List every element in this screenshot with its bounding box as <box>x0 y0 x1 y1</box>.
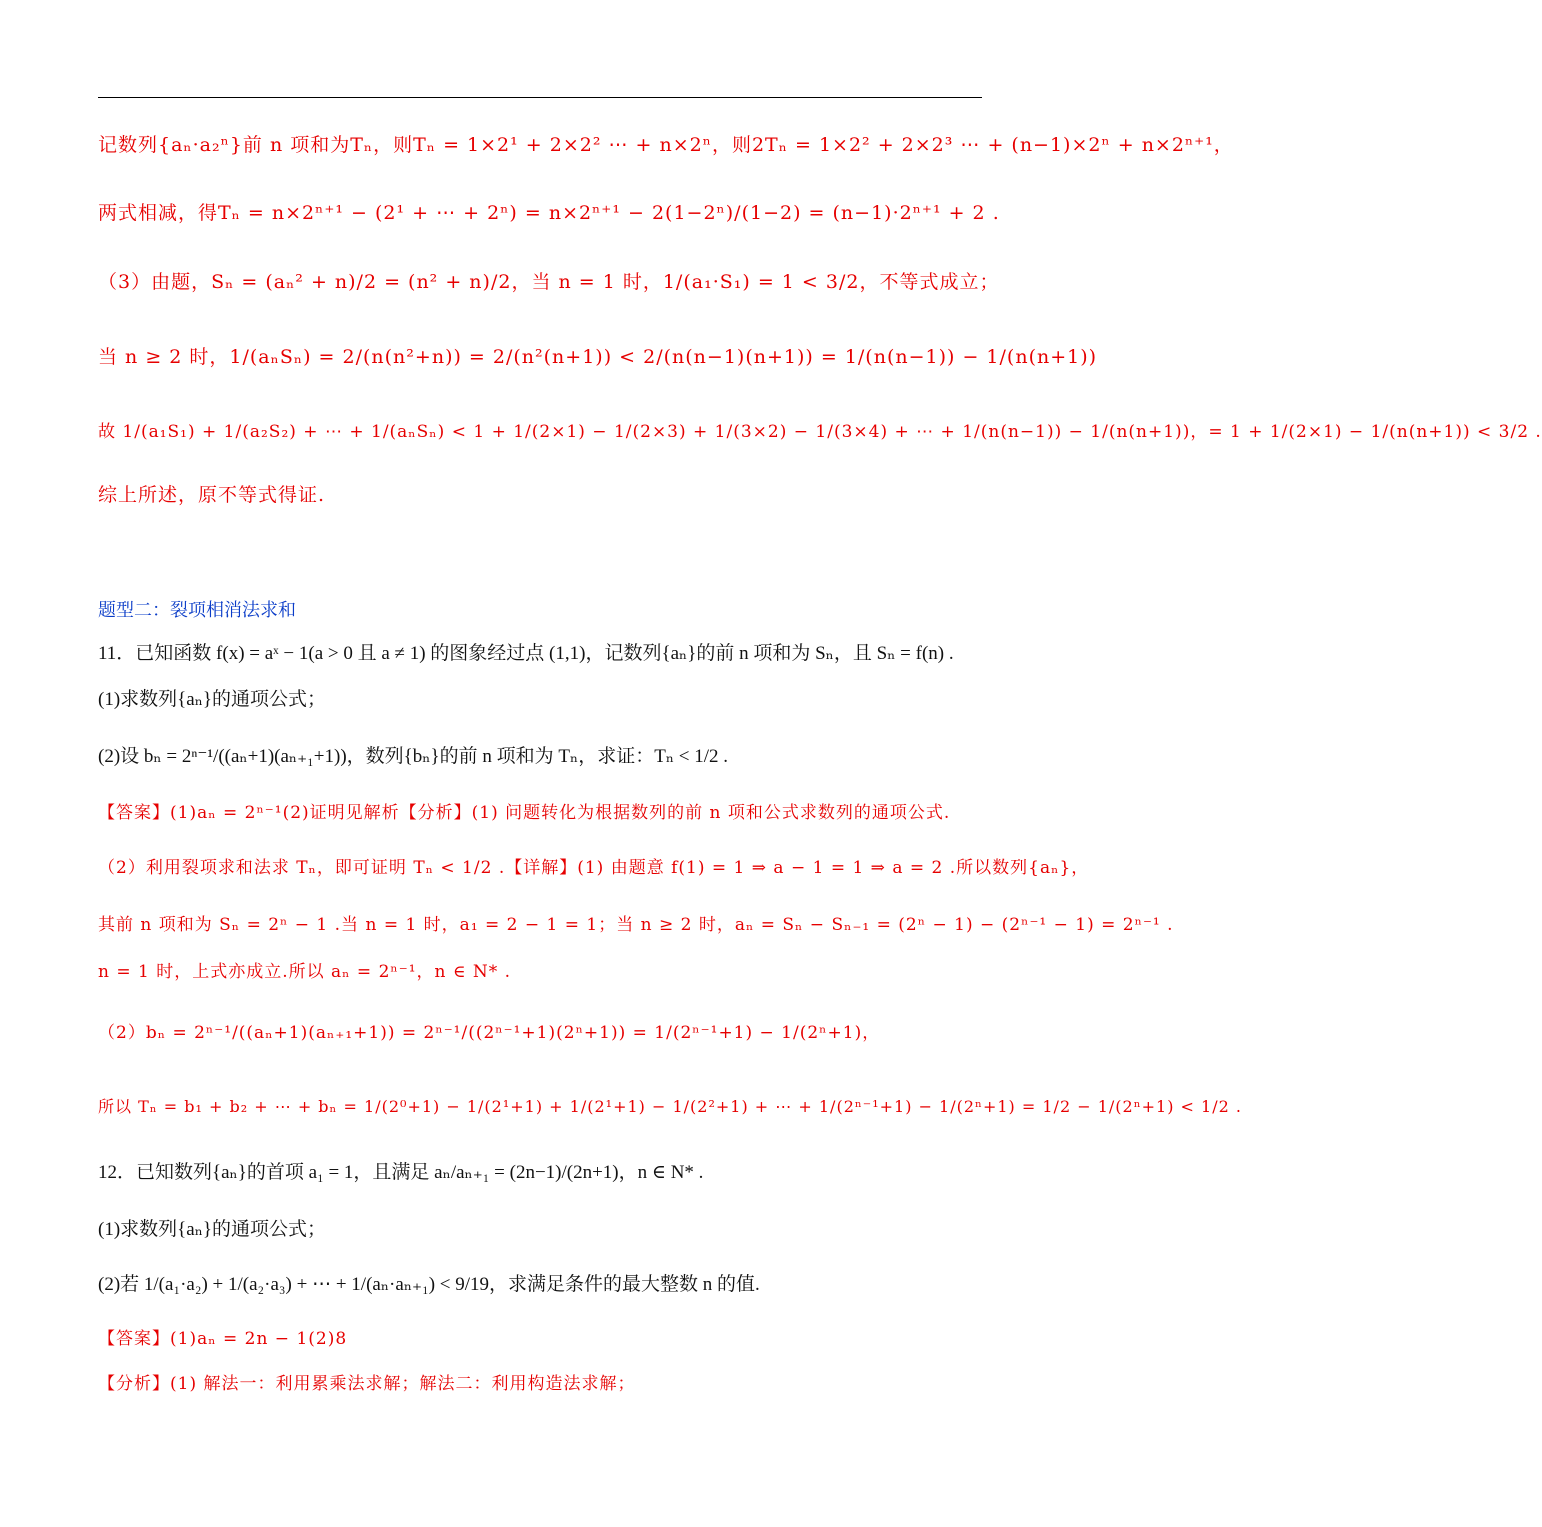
problem-11-detail-4: 所以 Tₙ = b₁ + b₂ + ⋯ + bₙ = 1/(2⁰+1) − 1/(2¹+1) + 1/(2¹+1) − 1/(2²+1) + ⋯ + 1/(2ⁿ⁻¹+1) − 1/(2ⁿ+1) = 1/2 − 1/(2ⁿ+1) < 1/2 . <box>98 1097 1242 1116</box>
problem-11-part-1: (1)求数列{aₙ}的通项公式； <box>98 689 327 710</box>
problem-12-answer: 【答案】(1)aₙ = 2n − 1(2)8 <box>98 1329 348 1349</box>
problem-11-part-2: (2)设 bₙ = 2ⁿ⁻¹/((aₙ+1)(aₙ₊₁+1))，数列{bₙ}的前 n 项和为 Tₙ，求证：Tₙ < 1/2 . <box>98 746 729 767</box>
conclusion-line: 综上所述，原不等式得证. <box>98 484 326 506</box>
section-heading: 题型二：裂项相消法求和 <box>98 600 296 621</box>
solution-line-2: 两式相减，得Tₙ = n×2ⁿ⁺¹ − (2¹ + ⋯ + 2ⁿ) = n×2ⁿ⁺¹ − 2(1−2ⁿ)/(1−2) = (n−1)·2ⁿ⁺¹ + 2 . <box>98 202 1000 224</box>
solution-line-5: 故 1/(a₁S₁) + 1/(a₂S₂) + ⋯ + 1/(aₙSₙ) < 1 + 1/(2×1) − 1/(2×3) + 1/(3×2) − 1/(3×4) + ⋯ + 1/(n(n−1)) − 1/(n(n+1))，= 1 + 1/(2×1) − 1/(n(n+1)) < 3/2 . <box>98 422 1542 442</box>
problem-11-analysis: （2）利用裂项求和法求 Tₙ，即可证明 Tₙ < 1/2 .【详解】(1) 由题意 f(1) = 1 ⇒ a − 1 = 1 ⇒ a = 2 .所以数列{aₙ}， <box>98 858 1090 878</box>
problem-11-statement: 11．已知函数 f(x) = aˣ − 1(a > 0 且 a ≠ 1) 的图象经过点 (1,1)，记数列{aₙ}的前 n 项和为 Sₙ，且 Sₙ = f(n) . <box>98 643 954 664</box>
problem-12-part-2: (2)若 1/(a₁·a₂) + 1/(a₂·a₃) + ⋯ + 1/(aₙ·aₙ₊₁) < 9/19，求满足条件的最大整数 n 的值. <box>98 1274 760 1295</box>
problem-12-part-1: (1)求数列{aₙ}的通项公式； <box>98 1219 327 1240</box>
problem-11-detail-2: n = 1 时，上式亦成立.所以 aₙ = 2ⁿ⁻¹，n ∈ N* . <box>98 962 512 982</box>
solution-line-1: 记数列{aₙ·a₂ⁿ}前 n 项和为Tₙ，则Tₙ = 1×2¹ + 2×2² ⋯ + n×2ⁿ，则2Tₙ = 1×2² + 2×2³ ⋯ + (n−1)×2ⁿ + n×2ⁿ⁺¹， <box>98 134 1234 156</box>
solution-line-4: 当 n ≥ 2 时，1/(aₙSₙ) = 2/(n(n²+n)) = 2/(n²(n+1)) < 2/(n(n−1)(n+1)) = 1/(n(n−1)) − 1/(n(n+1)) <box>98 346 1098 368</box>
problem-11-detail-1: 其前 n 项和为 Sₙ = 2ⁿ − 1 .当 n = 1 时，a₁ = 2 − 1 = 1；当 n ≥ 2 时，aₙ = Sₙ − Sₙ₋₁ = (2ⁿ − 1) − (2ⁿ⁻¹ − 1) = 2ⁿ⁻¹ . <box>98 915 1174 935</box>
problem-12-analysis: 【分析】(1) 解法一：利用累乘法求解；解法二：利用构造法求解； <box>98 1374 636 1394</box>
problem-12-statement: 12．已知数列{aₙ}的首项 a₁ = 1，且满足 aₙ/aₙ₊₁ = (2n−1)/(2n+1)，n ∈ N* . <box>98 1162 704 1183</box>
header-rule <box>98 97 982 98</box>
problem-11-detail-3: （2）bₙ = 2ⁿ⁻¹/((aₙ+1)(aₙ₊₁+1)) = 2ⁿ⁻¹/((2ⁿ⁻¹+1)(2ⁿ+1)) = 1/(2ⁿ⁻¹+1) − 1/(2ⁿ+1)， <box>98 1023 881 1043</box>
problem-11-answer: 【答案】(1)aₙ = 2ⁿ⁻¹(2)证明见解析【分析】(1) 问题转化为根据数列的前 n 项和公式求数列的通项公式. <box>98 803 951 823</box>
solution-line-3: （3）由题，Sₙ = (aₙ² + n)/2 = (n² + n)/2，当 n = 1 时，1/(a₁·S₁) = 1 < 3/2，不等式成立； <box>98 271 1000 293</box>
